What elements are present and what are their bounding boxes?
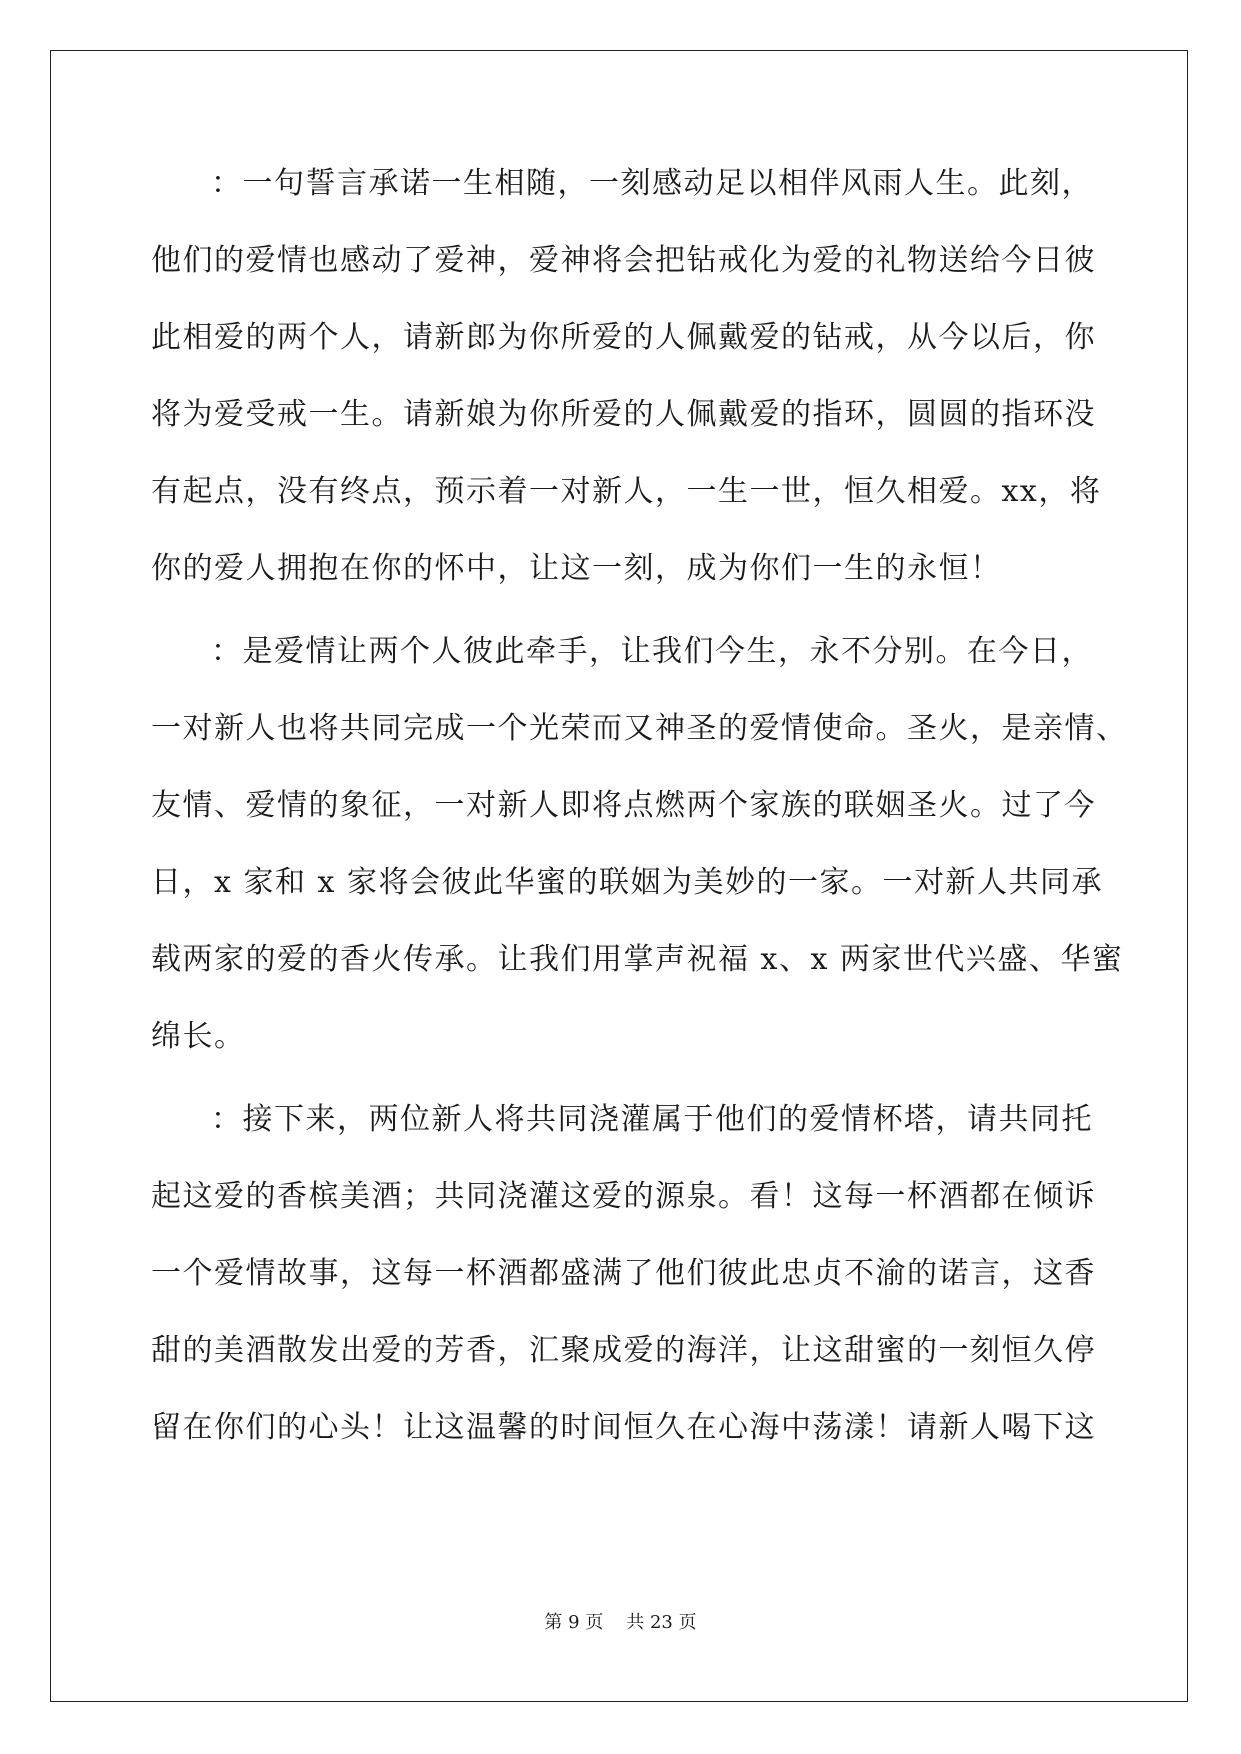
page-footer [0, 1612, 1241, 1634]
document-body [151, 145, 1128, 1466]
text-line: 一个爱情故事，这每一杯酒都盛满了他们彼此忠贞不渝的诺言，这香 [151, 1256, 1096, 1291]
text-line: 一对新人也将共同完成一个光荣而又神圣的爱情使命。圣火，是亲情、 [151, 711, 1128, 746]
paragraph-1 [151, 145, 1102, 607]
paragraph-2 [151, 613, 1128, 1075]
text-line: 甜的美酒散发出爱的芳香，汇聚成爱的海洋，让这甜蜜的一刻恒久停 [151, 1333, 1096, 1368]
paragraph-3 [151, 1081, 1096, 1466]
page-number: 第 9 页 [544, 1612, 604, 1633]
text-line: 友情、爱情的象征，一对新人即将点燃两个家族的联姻圣火。过了今 [151, 788, 1096, 823]
page-total: 共 23 页 [626, 1612, 697, 1633]
text-line: ：接下来，两位新人将共同浇灌属于他们的爱情杯塔，请共同托 [211, 1102, 1093, 1137]
text-line: ：一句誓言承诺一生相随，一刻感动足以相伴风雨人生。此刻， [211, 166, 1093, 201]
text-line: 他们的爱情也感动了爱神，爱神将会把钻戒化为爱的礼物送给今日彼 [151, 243, 1096, 278]
text-line: 绵长。 [151, 1019, 246, 1054]
text-line: 起这爱的香槟美酒；共同浇灌这爱的源泉。看！这每一杯酒都在倾诉 [151, 1179, 1096, 1214]
text-line: 留在你们的心头！让这温馨的时间恒久在心海中荡漾！请新人喝下这 [151, 1410, 1096, 1445]
text-line: 将为爱受戒一生。请新娘为你所爱的人佩戴爱的指环，圆圆的指环没 [151, 397, 1096, 432]
text-line: 此相爱的两个人，请新郎为你所爱的人佩戴爱的钻戒，从今以后，你 [151, 320, 1096, 355]
text-line: 有起点，没有终点，预示着一对新人，一生一世，恒久相爱。xx，将 [151, 474, 1102, 509]
text-line: 载两家的爱的香火传承。让我们用掌声祝福 x、x 两家世代兴盛、华蜜 [151, 942, 1124, 977]
text-line: 日，x 家和 x 家将会彼此华蜜的联姻为美妙的一家。一对新人共同承 [151, 865, 1103, 900]
text-line: ：是爱情让两个人彼此牵手，让我们今生，永不分别。在今日， [211, 634, 1093, 669]
text-line: 你的爱人拥抱在你的怀中，让这一刻，成为你们一生的永恒！ [151, 551, 1002, 586]
